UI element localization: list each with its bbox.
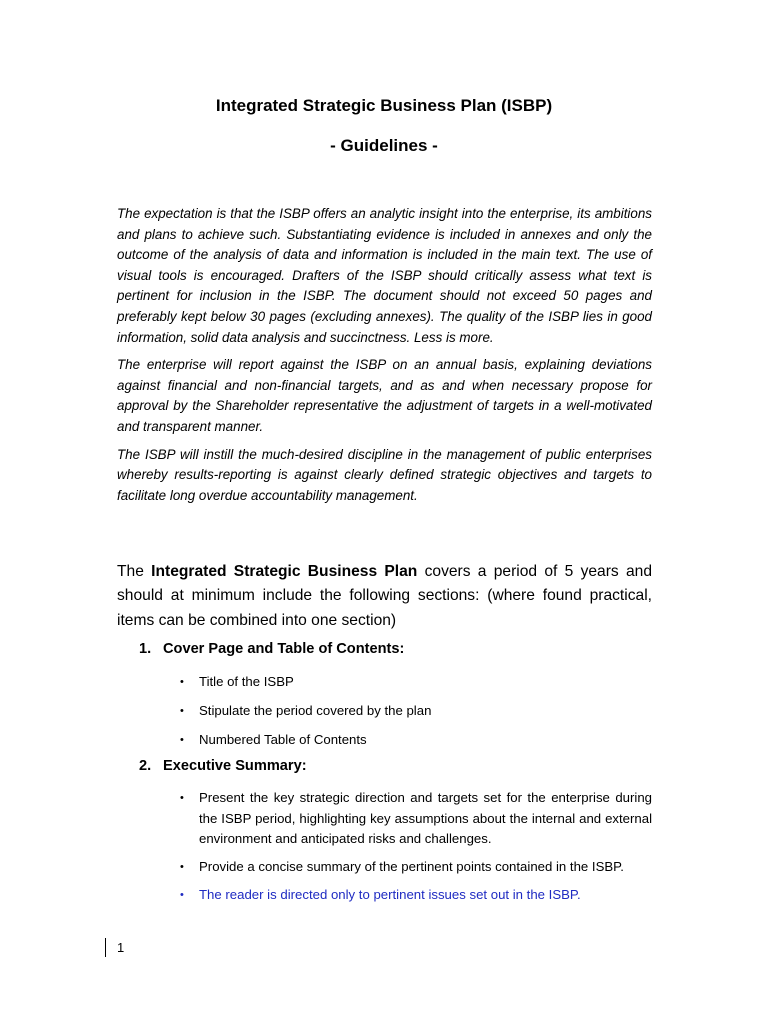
list-item-text: Stipulate the period covered by the plan	[199, 702, 432, 718]
section-number: 2.	[139, 758, 152, 774]
bullet-icon: •	[180, 733, 184, 746]
bullet-icon: •	[180, 889, 184, 902]
bullet-icon: •	[180, 861, 184, 874]
section-heading-text: Cover Page and Table of Contents:	[163, 641, 405, 657]
intro-paragraph: The expectation is that the ISBP offers an analytic insight into the enterprise, its ambitions and plans to achieve such. Substantiating evidence is included in annexes and only the outcome of the analysis of data and information is included in the main text. The use of visual tools is encouraged. Drafters of the ISBP should critically assess what text is pertinent for inclusion in the ISBP. The document should not exceed 50 pages and preferably kept below 30 pages (excluding annexes). The quality of the ISBP lies in good information, solid data analysis and succinctness. Less is more.	[117, 206, 652, 345]
list-item	[177, 672, 652, 693]
list-item	[177, 730, 652, 751]
list-item-text: Provide a concise summary of the pertinent points contained in the ISBP.	[199, 859, 624, 875]
bullet-icon: •	[180, 704, 184, 717]
lead-suffix: covers a period of 5 years and should at minimum include the following sections: (where found practical, items can be combined into one section)	[117, 563, 652, 629]
document-subtitle: - Guidelines -	[330, 136, 438, 155]
list-item	[177, 788, 652, 850]
page-number: 1	[117, 940, 125, 955]
bullet-icon: •	[180, 676, 184, 688]
section-heading-cover-page	[139, 641, 404, 657]
bullet-list-executive-summary	[177, 788, 652, 913]
bullet-icon: •	[180, 792, 184, 804]
list-item-text: Numbered Table of Contents	[199, 731, 367, 747]
list-item	[177, 701, 652, 722]
intro-paragraph: The enterprise will report against the ISBP on an annual basis, explaining deviations against financial and non-financial targets, and as and when necessary propose for approval by the Shareholder representative the adjustment of targets in a well-motivated and transparent manner.	[117, 357, 652, 434]
list-item	[177, 857, 652, 878]
list-item-highlighted	[177, 885, 652, 906]
intro-paragraph: The ISBP will instill the much-desired discipline in the management of public enterprises whereby results-reporting is against clearly defined strategic objectives and targets to facilitate long overdue accountability management.	[117, 446, 652, 503]
section-number: 1.	[139, 641, 152, 657]
lead-paragraph	[117, 560, 652, 633]
list-item-text: Present the key strategic direction and targets set for the enterprise during the ISBP period, highlighting key assumptions about the internal and external environment and anticipated risks and challenges.	[199, 790, 652, 847]
section-heading-text: Executive Summary:	[163, 758, 307, 774]
document-title: Integrated Strategic Business Plan (ISBP)	[215, 96, 553, 115]
lead-bold-term: Integrated Strategic Business Plan	[151, 563, 418, 580]
lead-prefix: The	[117, 563, 152, 580]
page-number-divider	[105, 938, 106, 957]
intro-section	[117, 204, 652, 513]
list-item-text: Title of the ISBP	[199, 674, 294, 689]
bullet-list-cover-page	[177, 672, 652, 759]
list-item-text: The reader is directed only to pertinent issues set out in the ISBP.	[199, 887, 581, 903]
section-heading-executive-summary	[139, 758, 307, 774]
